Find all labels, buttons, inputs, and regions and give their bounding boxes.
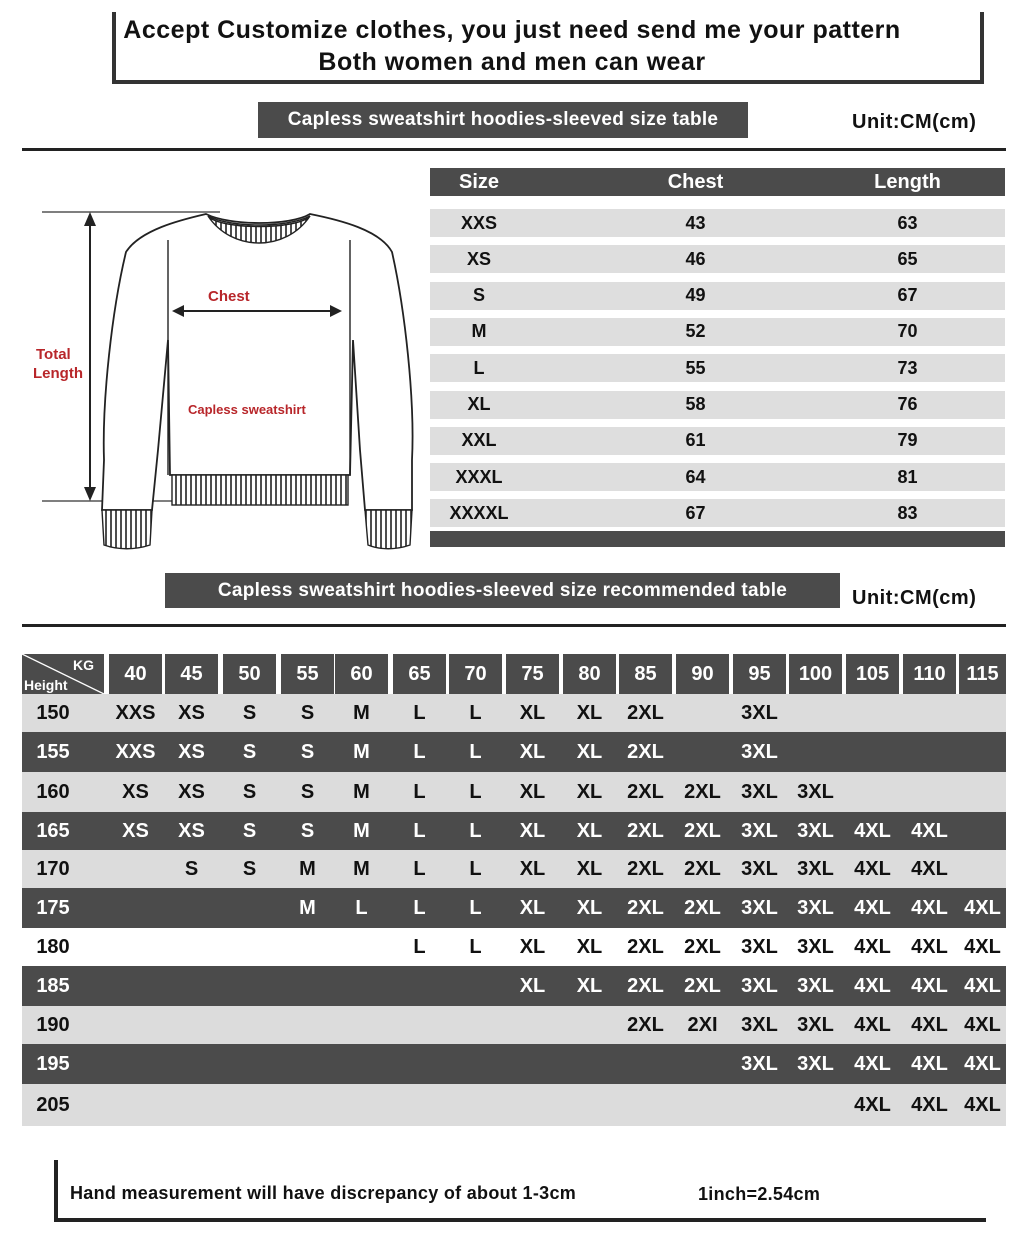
weight-header-cell: 110: [903, 654, 956, 694]
size-recommend-cell: 2XL: [684, 857, 721, 880]
size-recommend-cell: [789, 1084, 842, 1126]
garment-label: Capless sweatshirt: [188, 402, 306, 417]
size-recommend-cell: 3XL: [741, 896, 778, 919]
size-recommend-cell: 3XL: [741, 857, 778, 880]
weight-header-cell: 55: [281, 654, 334, 694]
size-recommend-cell: [223, 1044, 276, 1084]
weight-header-cell: 80: [563, 654, 616, 694]
size-recommend-cell: [223, 928, 276, 966]
size-recommend-cell: [676, 732, 729, 772]
size-recommend-cell: 4XL: [911, 974, 948, 997]
height-cell: 175: [36, 896, 70, 919]
size-recommend-cell: [165, 966, 218, 1006]
size-recommend-cell: L: [469, 701, 482, 724]
size-recommend-cell: S: [300, 780, 315, 803]
chest-cell: 55: [685, 357, 706, 378]
size-recommend-cell: [281, 928, 334, 966]
size-recommend-cell: 4XL: [911, 857, 948, 880]
size-recommend-cell: 3XL: [741, 819, 778, 842]
length-cell: 63: [897, 212, 918, 233]
size-recommend-cell: XL: [576, 974, 603, 997]
weight-header-cell: 85: [619, 654, 672, 694]
size-recommend-cell: L: [413, 780, 426, 803]
column-size: Size: [458, 170, 500, 193]
weight-header-cell: 115: [959, 654, 1006, 694]
size-recommend-cell: [109, 928, 162, 966]
recommend-row: [22, 812, 1006, 850]
size-recommend-cell: 2XL: [684, 819, 721, 842]
size-row: [430, 499, 1005, 527]
size-recommend-cell: 4XL: [964, 1013, 1001, 1036]
size-recommend-cell: XL: [519, 819, 546, 842]
weight-header-cell: 60: [335, 654, 388, 694]
size-recommend-cell: S: [300, 819, 315, 842]
size-recommend-cell: [165, 888, 218, 928]
size-recommend-cell: XS: [122, 780, 149, 803]
size-recommend-cell: [393, 1044, 446, 1084]
size-recommend-cell: 3XL: [741, 1052, 778, 1075]
size-recommend-cell: [281, 1006, 334, 1044]
size-recommend-cell: [563, 1006, 616, 1044]
size-recommend-cell: 2XL: [684, 780, 721, 803]
size-recommend-cell: XS: [178, 701, 205, 724]
size-recommend-cell: XS: [122, 819, 149, 842]
corner-height-label: Height: [24, 677, 68, 693]
chest-cell: 49: [685, 285, 706, 306]
size-cell: M: [471, 321, 487, 342]
length-cell: 76: [897, 394, 918, 414]
size-recommend-cell: XXS: [115, 701, 156, 724]
size-recommend-cell: [109, 850, 162, 888]
length-cell: 67: [897, 285, 918, 306]
size-cell: S: [472, 285, 485, 306]
size-recommend-cell: 4XL: [911, 896, 948, 919]
size-recommend-cell: XL: [519, 896, 546, 919]
size-recommend-cell: [165, 1006, 218, 1044]
length-cell: 70: [897, 321, 918, 342]
size-recommend-cell: L: [469, 896, 482, 919]
size-recommend-cell: XL: [519, 974, 546, 997]
weight-header-cell: 40: [109, 654, 162, 694]
recommend-row: [22, 732, 1006, 772]
chest-cell: 58: [685, 394, 706, 414]
length-cell: 83: [897, 502, 918, 523]
size-recommend-cell: [676, 1084, 729, 1126]
size-recommend-cell: S: [184, 857, 199, 880]
size-recommend-cell: S: [242, 701, 257, 724]
size-recommend-cell: 2XL: [627, 701, 664, 724]
size-recommend-cell: XS: [178, 780, 205, 803]
size-recommend-cell: [676, 1044, 729, 1084]
size-recommend-cell: S: [242, 780, 257, 803]
size-recommend-cell: 2XL: [627, 935, 664, 958]
size-recommend-cell: [506, 1084, 559, 1126]
size-recommend-cell: [449, 966, 502, 1006]
size-recommend-cell: [563, 1044, 616, 1084]
weight-header-cell: 100: [789, 654, 842, 694]
divider-middle: [22, 624, 1006, 627]
weight-header-cell: 65: [393, 654, 446, 694]
size-recommend-cell: 4XL: [964, 974, 1001, 997]
size-recommend-cell: 4XL: [964, 1052, 1001, 1075]
height-cell: 170: [36, 857, 70, 880]
size-recommend-cell: 3XL: [797, 780, 834, 803]
size-recommend-cell: L: [355, 896, 368, 919]
size-recommend-cell: XL: [576, 780, 603, 803]
size-recommend-cell: 4XL: [911, 1013, 948, 1036]
size-cell: XXS: [460, 212, 498, 233]
size-recommend-cell: 3XL: [741, 701, 778, 724]
size-recommend-cell: 4XL: [854, 857, 891, 880]
size-recommend-cell: L: [413, 701, 426, 724]
size-recommend-cell: M: [353, 701, 370, 724]
size-recommend-cell: 3XL: [741, 780, 778, 803]
height-cell: 155: [36, 740, 70, 763]
size-recommend-cell: L: [469, 740, 482, 763]
recommend-row: [22, 694, 1006, 732]
size-recommend-cell: [846, 732, 899, 772]
size-recommend-cell: M: [353, 857, 370, 880]
size-recommend-cell: 2XL: [627, 1013, 664, 1036]
height-cell: 180: [36, 935, 70, 958]
height-cell: 205: [36, 1093, 70, 1116]
size-recommend-cell: 3XL: [741, 740, 778, 763]
size-recommend-cell: XL: [576, 740, 603, 763]
size-recommend-cell: 4XL: [911, 1093, 948, 1116]
size-cell: L: [473, 357, 485, 378]
size-recommend-cell: [619, 1044, 672, 1084]
size-recommend-cell: 2XL: [684, 974, 721, 997]
height-cell: 195: [36, 1052, 70, 1075]
size-recommend-cell: 4XL: [854, 819, 891, 842]
footer-note: Hand measurement will have discrepancy of about 1-3cm: [70, 1183, 577, 1203]
size-recommend-cell: M: [299, 896, 316, 919]
size-row: [430, 282, 1005, 310]
size-table-title: Capless sweatshirt hoodies-sleeved size table: [258, 102, 748, 138]
size-recommend-cell: [563, 1084, 616, 1126]
size-recommend-cell: [506, 1044, 559, 1084]
size-recommend-cell: 2XL: [684, 935, 721, 958]
size-recommend-cell: [335, 928, 388, 966]
chest-cell: 43: [685, 212, 706, 233]
size-cell: XS: [466, 248, 491, 269]
recommend-row: [22, 850, 1006, 888]
size-recommend-cell: XL: [519, 857, 546, 880]
size-recommend-cell: [165, 1084, 218, 1126]
size-recommend-cell: 4XL: [911, 935, 948, 958]
size-recommend-cell: 3XL: [741, 1013, 778, 1036]
size-recommend-cell: M: [353, 819, 370, 842]
size-recommend-cell: 2XL: [627, 819, 664, 842]
size-table-unit: Unit:CM(cm): [852, 111, 977, 133]
height-cell: 150: [36, 701, 70, 724]
recommend-table-unit: Unit:CM(cm): [852, 587, 977, 609]
total-length-label-1: Total: [36, 346, 71, 363]
size-row: [430, 318, 1005, 346]
size-recommend-cell: 4XL: [964, 935, 1001, 958]
height-cell: 165: [36, 819, 70, 842]
size-recommend-cell: 4XL: [854, 935, 891, 958]
size-recommend-cell: S: [300, 740, 315, 763]
size-recommend-cell: XS: [178, 819, 205, 842]
size-table-header: [430, 168, 1005, 196]
size-recommend-cell: [449, 1044, 502, 1084]
size-recommend-cell: [335, 1006, 388, 1044]
chest-cell: 67: [685, 502, 706, 523]
size-recommend-cell: XL: [519, 740, 546, 763]
size-row: [430, 463, 1005, 491]
chest-cell: 46: [685, 248, 706, 269]
recommend-row: [22, 888, 1006, 928]
size-recommend-cell: [846, 694, 899, 732]
length-cell: 65: [897, 248, 918, 269]
size-recommend-cell: 3XL: [797, 935, 834, 958]
header-line-2: Both women and men can wear: [318, 48, 706, 76]
weight-header-cell: 70: [449, 654, 502, 694]
size-recommend-cell: XS: [178, 740, 205, 763]
size-row: [430, 209, 1005, 237]
column-chest: Chest: [667, 170, 724, 193]
size-row: [430, 245, 1005, 273]
size-recommend-cell: [281, 1044, 334, 1084]
size-recommend-cell: 3XL: [797, 1013, 834, 1036]
size-row: [430, 391, 1005, 419]
size-recommend-cell: [959, 772, 1006, 812]
size-recommend-cell: [393, 1006, 446, 1044]
size-cell: XXL: [461, 430, 497, 451]
size-recommend-cell: XL: [519, 701, 546, 724]
size-recommend-cell: 4XL: [854, 1052, 891, 1075]
size-cell: XL: [467, 394, 491, 414]
size-recommend-cell: [109, 966, 162, 1006]
size-recommend-cell: [449, 1084, 502, 1126]
size-recommend-cell: 2XL: [627, 780, 664, 803]
size-recommend-cell: [335, 1084, 388, 1126]
size-recommend-cell: L: [469, 819, 482, 842]
size-recommend-cell: XL: [576, 935, 603, 958]
recommend-row: [22, 1084, 1006, 1126]
size-cell: XXXXL: [449, 502, 509, 523]
weight-header-cell: 75: [506, 654, 559, 694]
size-recommend-cell: [393, 966, 446, 1006]
size-recommend-cell: L: [413, 819, 426, 842]
size-recommend-cell: 2XL: [627, 740, 664, 763]
size-recommend-cell: [506, 1006, 559, 1044]
length-cell: 81: [897, 466, 918, 487]
size-recommend-cell: S: [242, 819, 257, 842]
table-corner: [22, 654, 104, 694]
size-recommend-cell: [281, 1084, 334, 1126]
recommend-row: [22, 772, 1006, 812]
size-recommend-cell: L: [413, 896, 426, 919]
size-recommend-cell: [903, 772, 956, 812]
chest-cell: 52: [685, 321, 706, 342]
size-recommend-cell: [223, 966, 276, 1006]
size-recommend-cell: [959, 694, 1006, 732]
size-recommend-cell: L: [413, 857, 426, 880]
size-recommend-cell: [733, 1084, 786, 1126]
weight-header-cell: 90: [676, 654, 729, 694]
size-recommend-cell: L: [413, 935, 426, 958]
size-recommend-cell: 2XI: [687, 1013, 718, 1036]
size-recommend-cell: 3XL: [797, 857, 834, 880]
size-recommend-cell: [109, 1006, 162, 1044]
size-recommend-cell: XL: [576, 857, 603, 880]
size-recommend-cell: XL: [576, 896, 603, 919]
size-recommend-cell: L: [469, 857, 482, 880]
size-recommend-cell: 4XL: [911, 819, 948, 842]
size-recommend-cell: [449, 1006, 502, 1044]
footer-conversion: 1inch=2.54cm: [698, 1184, 821, 1204]
size-recommend-cell: 3XL: [797, 1052, 834, 1075]
size-recommend-cell: [846, 772, 899, 812]
size-recommend-cell: [903, 694, 956, 732]
size-recommend-cell: XXS: [115, 740, 156, 763]
size-recommend-cell: XL: [576, 819, 603, 842]
recommend-table-title: Capless sweatshirt hoodies-sleeved size recommended table: [165, 573, 840, 608]
size-recommend-cell: [676, 694, 729, 732]
size-recommend-cell: 4XL: [854, 1093, 891, 1116]
size-recommend-cell: [223, 888, 276, 928]
size-recommend-cell: [281, 966, 334, 1006]
size-recommend-cell: L: [469, 935, 482, 958]
size-recommend-cell: L: [469, 780, 482, 803]
size-recommend-cell: [959, 850, 1006, 888]
chest-cell: 61: [685, 430, 706, 451]
size-recommend-cell: 2XL: [627, 896, 664, 919]
size-recommend-cell: [223, 1006, 276, 1044]
size-table-footer: [430, 531, 1005, 547]
size-recommend-cell: 3XL: [741, 935, 778, 958]
divider-top: [22, 148, 1006, 151]
size-recommend-cell: 4XL: [854, 974, 891, 997]
size-recommend-cell: XL: [519, 780, 546, 803]
size-cell: XXXL: [455, 466, 503, 487]
recommend-row: [22, 966, 1006, 1006]
size-recommend-cell: [789, 732, 842, 772]
corner-kg-label: KG: [73, 657, 94, 673]
size-recommend-cell: [959, 812, 1006, 850]
size-recommend-cell: 4XL: [964, 896, 1001, 919]
length-cell: 79: [897, 430, 918, 451]
size-row: [430, 354, 1005, 382]
column-length: Length: [874, 170, 941, 193]
size-recommend-cell: [903, 732, 956, 772]
size-recommend-cell: [789, 694, 842, 732]
size-recommend-cell: [959, 732, 1006, 772]
size-recommend-cell: 3XL: [797, 974, 834, 997]
chest-label: Chest: [208, 288, 250, 305]
size-recommend-cell: XL: [576, 701, 603, 724]
length-cell: 73: [897, 357, 918, 378]
size-recommend-cell: 2XL: [684, 896, 721, 919]
recommend-table-header: [22, 654, 1006, 694]
height-cell: 190: [36, 1013, 70, 1036]
size-recommend-cell: 3XL: [797, 896, 834, 919]
size-recommend-cell: S: [242, 857, 257, 880]
size-recommend-cell: S: [242, 740, 257, 763]
size-recommend-cell: 2XL: [627, 974, 664, 997]
size-recommend-cell: M: [353, 780, 370, 803]
total-length-label-2: Length: [33, 365, 83, 382]
size-recommend-cell: [619, 1084, 672, 1126]
weight-header-cell: 50: [223, 654, 276, 694]
weight-header-cell: 45: [165, 654, 218, 694]
size-recommend-cell: L: [413, 740, 426, 763]
size-recommend-cell: 3XL: [797, 819, 834, 842]
size-recommend-cell: 2XL: [627, 857, 664, 880]
header-line-1: Accept Customize clothes, you just need send me your pattern: [123, 16, 901, 44]
size-recommend-cell: [109, 1084, 162, 1126]
weight-header-cell: 95: [733, 654, 786, 694]
size-recommend-cell: [109, 888, 162, 928]
size-recommend-cell: M: [299, 857, 316, 880]
chest-cell: 64: [685, 466, 706, 487]
height-cell: 185: [36, 974, 70, 997]
size-recommend-cell: [335, 966, 388, 1006]
size-recommend-cell: 4XL: [854, 1013, 891, 1036]
height-cell: 160: [36, 780, 70, 803]
size-recommend-cell: [109, 1044, 162, 1084]
recommend-row: [22, 928, 1006, 966]
size-row: [430, 427, 1005, 455]
size-recommend-cell: 4XL: [911, 1052, 948, 1075]
recommend-row: [22, 1044, 1006, 1084]
size-recommend-cell: XL: [519, 935, 546, 958]
size-recommend-cell: [393, 1084, 446, 1126]
size-recommend-cell: [335, 1044, 388, 1084]
size-recommend-cell: S: [300, 701, 315, 724]
size-recommend-cell: [165, 1044, 218, 1084]
size-recommend-cell: [165, 928, 218, 966]
size-recommend-cell: M: [353, 740, 370, 763]
size-recommend-cell: 3XL: [741, 974, 778, 997]
recommend-row: [22, 1006, 1006, 1044]
size-recommend-cell: [223, 1084, 276, 1126]
weight-header-cell: 105: [846, 654, 899, 694]
size-recommend-cell: 4XL: [854, 896, 891, 919]
size-recommend-cell: 4XL: [964, 1093, 1001, 1116]
